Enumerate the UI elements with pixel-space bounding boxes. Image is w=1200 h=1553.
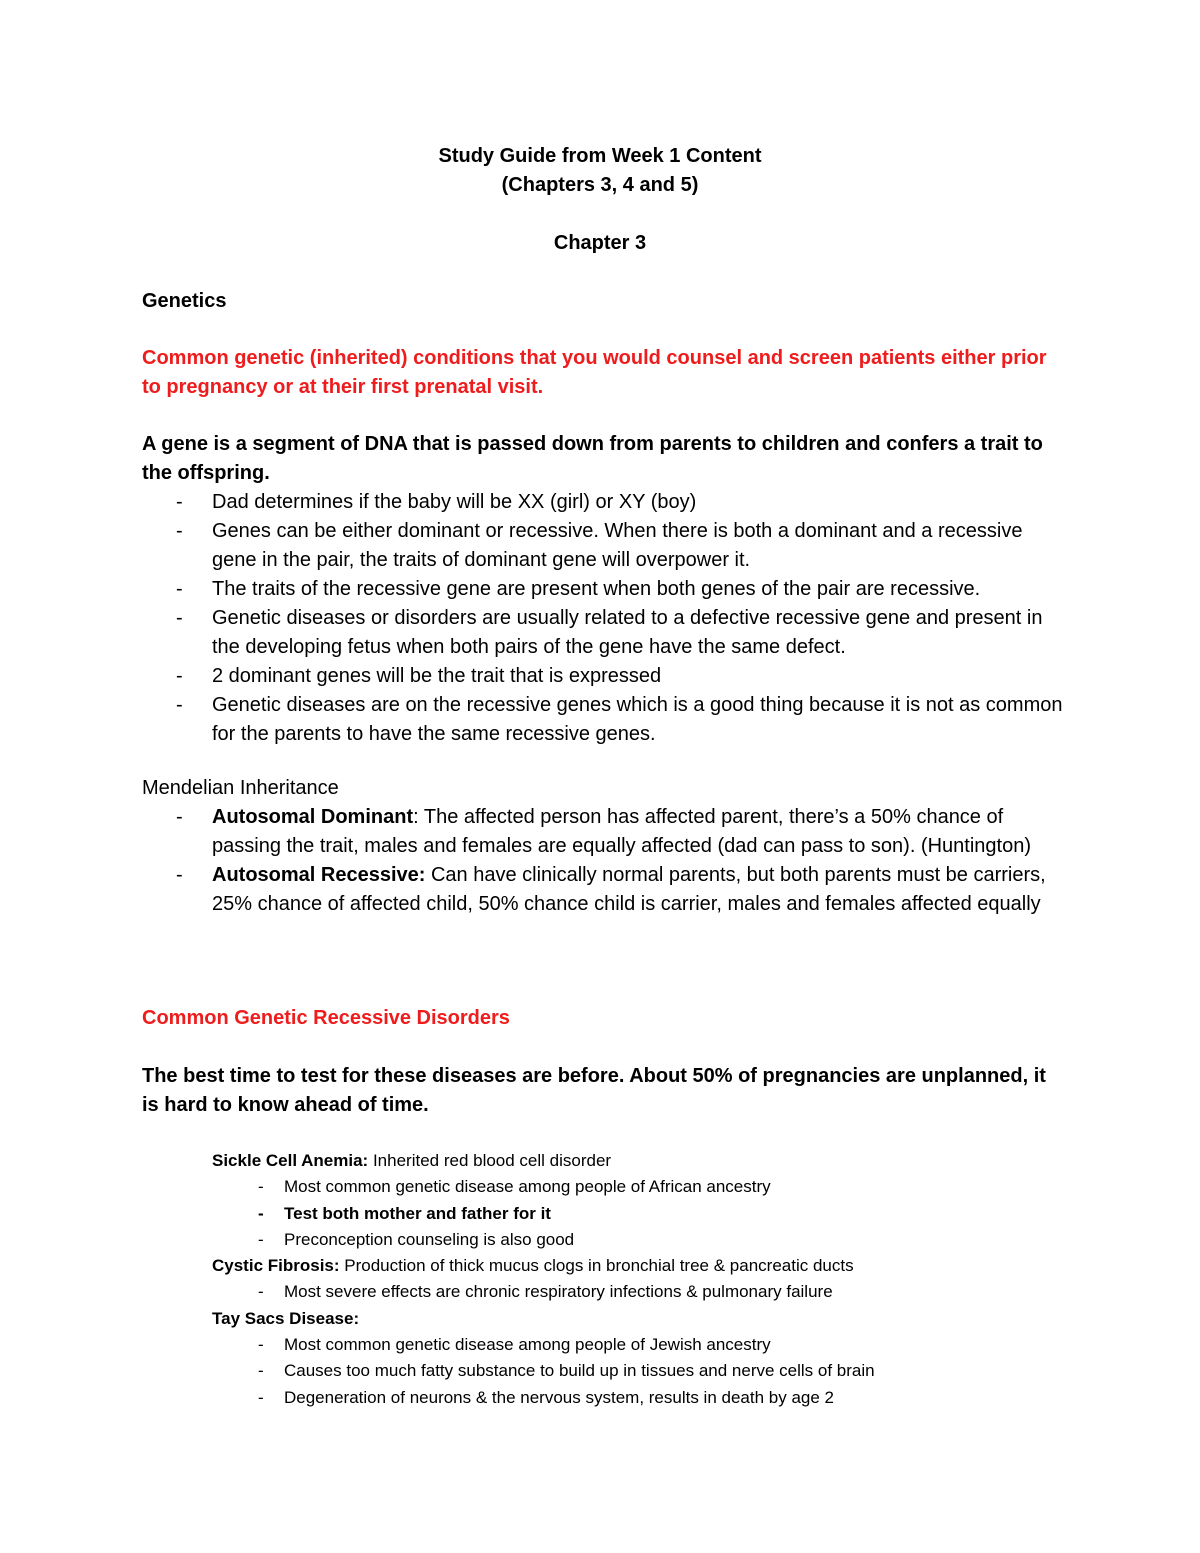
red-heading-disorders: Common Genetic Recessive Disorders [142,1007,510,1029]
list-item-autosomal-dominant [142,803,1067,861]
list-item: - Causes too much fatty substance to build up in tissues and nerve cells of brain [212,1358,1112,1384]
genetics-bullet-list [142,488,1067,749]
list-item: - The traits of the recessive gene are present when both genes of the pair are recessive. [142,575,1067,604]
definition-sickle-cell: Inherited red blood cell disorder [368,1151,612,1170]
list-item: - Most common genetic disease among people of African ancestry [212,1174,1112,1200]
list-item: - Genes can be either dominant or recessive. When there is both a dominant and a recessive gene in the pair, the traits of dominant gene will overpower it. [142,517,1067,575]
chapter-heading: Chapter 3 [553,232,647,254]
section-heading-genetics: Genetics [142,290,227,312]
mendelian-list [142,803,1067,919]
disorder-details [212,1148,1112,1411]
disorder-sickle-cell [212,1148,1112,1174]
disorder-cystic-fibrosis [212,1253,1112,1279]
list-item-autosomal-recessive [142,861,1067,919]
tay-sachs-bullets [212,1332,1112,1411]
testing-note: The best time to test for these diseases are before. About 50% of pregnancies are unplanned, it is hard to know ahead of time. [142,1065,1046,1116]
document-subtitle: (Chapters 3, 4 and 5) [501,174,699,196]
cystic-fibrosis-bullets [212,1279,1112,1305]
list-item: - Genetic diseases or disorders are usually related to a defective recessive gene and present in the developing fetus when both pairs of the gene have the same defect. [142,604,1067,662]
term-autosomal-dominant: Autosomal Dominant [212,806,414,828]
list-item: - 2 dominant genes will be the trait that is expressed [142,662,1067,691]
definition-autosomal-dominant: The affected person has affected parent, there’s a 50% chance of passing the trait, males and females are equally affected (dad can pass to son). (Huntington) [212,806,1031,857]
term-cystic-fibrosis: Cystic Fibrosis: [212,1256,340,1276]
term-autosomal-recessive: Autosomal Recessive: [212,864,426,886]
document-title: Study Guide from Week 1 Content [438,145,762,167]
gene-definition: A gene is a segment of DNA that is passed down from parents to children and confers a trait to the offspring. [142,433,1043,484]
list-item: - Most common genetic disease among people of Jewish ancestry [212,1332,1112,1358]
list-item: - Most severe effects are chronic respiratory infections & pulmonary failure [212,1279,1112,1305]
term-tay-sachs: Tay Sacs Disease: [212,1308,360,1328]
list-item: - Degeneration of neurons & the nervous system, results in death by age 2 [212,1385,1112,1411]
section-heading-mendelian: Mendelian Inheritance [142,777,339,799]
list-item: - Genetic diseases are on the recessive genes which is a good thing because it is not as common for the parents to have the same recessive genes. [142,691,1067,749]
sickle-cell-bullets [212,1174,1112,1253]
red-heading-screening: Common genetic (inherited) conditions that you would counsel and screen patients either prior to pregnancy or at their first prenatal visit. [142,347,1047,398]
term-sickle-cell: Sickle Cell Anemia: [212,1151,369,1170]
definition-cystic-fibrosis: Production of thick mucus clogs in bronchial tree & pancreatic ducts [339,1256,854,1276]
term-separator: : [413,806,419,828]
definition-autosomal-recessive: Can have clinically normal parents, but both parents must be carriers, 25% chance of affected child, 50% chance child is carrier, males and females affected equally [212,864,1046,915]
list-item: - Preconception counseling is also good [212,1227,1112,1253]
list-item: - Test both mother and father for it [212,1201,1112,1227]
list-item: - Dad determines if the baby will be XX (girl) or XY (boy) [142,488,1067,517]
